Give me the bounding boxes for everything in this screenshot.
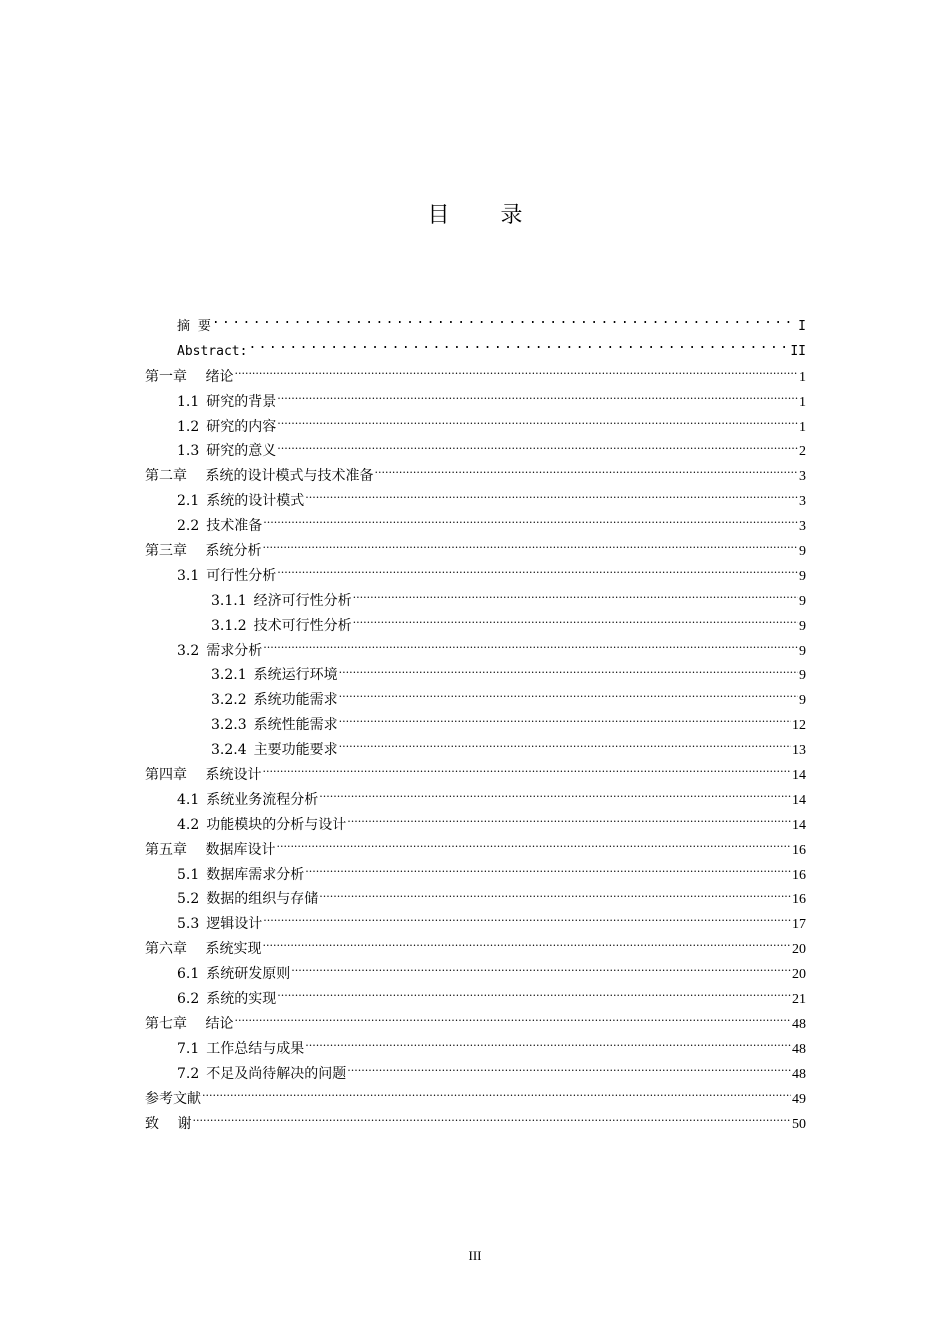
dot-leader bbox=[305, 865, 791, 879]
toc-entry-label: 3.2.2 系统功能需求 bbox=[211, 692, 338, 709]
toc-entry-label: 第五章 数据库设计 bbox=[145, 841, 276, 858]
dot-leader bbox=[262, 541, 798, 555]
toc-entry[interactable] bbox=[145, 937, 806, 962]
toc-entry-page: 3 bbox=[799, 494, 806, 510]
toc-entry-page: 20 bbox=[792, 967, 806, 983]
dot-leader bbox=[192, 1114, 791, 1128]
toc-entry-label: 4.1 系统业务流程分析 bbox=[177, 791, 319, 808]
toc-entry-page: I bbox=[798, 319, 806, 334]
dot-leader bbox=[276, 840, 791, 854]
toc-entry-label: 3.2.1 系统运行环境 bbox=[211, 667, 338, 684]
toc-entry-label: 第七章 结论 bbox=[145, 1015, 234, 1032]
dot-leader bbox=[319, 790, 791, 804]
toc-entry-label: 3.2 需求分析 bbox=[177, 642, 263, 659]
toc-entry-page: 48 bbox=[792, 1016, 806, 1032]
toc-entry[interactable] bbox=[145, 514, 806, 539]
toc-entry-page: 12 bbox=[792, 718, 806, 734]
toc-entry-page: 9 bbox=[799, 568, 806, 584]
toc-entry[interactable] bbox=[145, 713, 806, 738]
toc-entry-label: 7.1 工作总结与成果 bbox=[177, 1040, 305, 1057]
toc-entry[interactable] bbox=[145, 1112, 806, 1137]
toc-entry-page: 9 bbox=[799, 693, 806, 709]
toc-entry-label: 第三章 系统分析 bbox=[145, 543, 262, 560]
toc-entry-label: 6.1 系统研发原则 bbox=[177, 966, 291, 983]
toc-entry[interactable] bbox=[145, 763, 806, 788]
dot-leader bbox=[353, 591, 798, 605]
toc-entry-page: 20 bbox=[792, 942, 806, 958]
dot-leader bbox=[277, 392, 798, 406]
toc-entry-label: 2.1 系统的设计模式 bbox=[177, 493, 305, 510]
toc-entry-page: 14 bbox=[792, 817, 806, 833]
toc-entry-page: 21 bbox=[792, 992, 806, 1008]
toc-entry[interactable] bbox=[145, 589, 806, 614]
toc-entry-label: 3.2.3 系统性能需求 bbox=[211, 717, 338, 734]
dot-leader bbox=[291, 964, 791, 978]
toc-entry[interactable] bbox=[145, 912, 806, 937]
toc-entry-label: 1.3 研究的意义 bbox=[177, 443, 277, 460]
toc-entry-label: 摘 要 bbox=[177, 319, 211, 334]
toc-entry[interactable] bbox=[145, 315, 806, 340]
toc-entry-page: 2 bbox=[799, 444, 806, 460]
toc-entry[interactable] bbox=[145, 838, 806, 863]
dot-leader bbox=[277, 989, 791, 1003]
toc-entry-page: 9 bbox=[799, 544, 806, 560]
toc-entry-label: 5.1 数据库需求分析 bbox=[177, 866, 305, 883]
toc-entry-label: 3.1.2 技术可行性分析 bbox=[211, 617, 352, 634]
toc-entry-page: 1 bbox=[799, 419, 806, 435]
toc-entry[interactable] bbox=[145, 1012, 806, 1037]
dot-leader bbox=[347, 1064, 791, 1078]
dot-leader bbox=[347, 815, 791, 829]
toc-entry-label: Abstract: bbox=[177, 343, 248, 359]
toc-entry[interactable] bbox=[145, 489, 806, 514]
toc-entry[interactable] bbox=[145, 564, 806, 589]
toc-entry[interactable] bbox=[145, 1087, 806, 1112]
dot-leader bbox=[339, 690, 798, 704]
toc-entry-page: 14 bbox=[792, 768, 806, 784]
toc-entry-page: 9 bbox=[799, 643, 806, 659]
toc-entry-label: 第一章 绪论 bbox=[145, 368, 234, 385]
toc-entry-label: 3.2.4 主要功能要求 bbox=[211, 742, 338, 759]
toc-entry-page: 50 bbox=[792, 1116, 806, 1132]
dot-leader bbox=[339, 665, 798, 679]
toc-entry[interactable] bbox=[145, 415, 806, 440]
toc-entry[interactable] bbox=[145, 887, 806, 912]
toc-entry-page: 13 bbox=[792, 743, 806, 759]
dot-leader bbox=[277, 566, 798, 580]
dot-leader bbox=[263, 914, 791, 928]
toc-entry[interactable] bbox=[145, 539, 806, 564]
toc-entry[interactable] bbox=[145, 340, 806, 365]
toc-entry-page: 3 bbox=[799, 519, 806, 535]
toc-entry-page: 48 bbox=[792, 1041, 806, 1057]
toc-entry-label: 致 谢 bbox=[145, 1115, 192, 1132]
toc-entry-page: 14 bbox=[792, 792, 806, 808]
dot-leader bbox=[248, 341, 789, 355]
toc-entry[interactable] bbox=[145, 390, 806, 415]
dot-leader bbox=[262, 939, 791, 953]
toc-entry[interactable] bbox=[145, 439, 806, 464]
toc-entry-page: 3 bbox=[799, 469, 806, 485]
dot-leader bbox=[305, 1039, 791, 1053]
toc-entry-page: 16 bbox=[792, 842, 806, 858]
dot-leader bbox=[262, 765, 791, 779]
toc-entry[interactable] bbox=[145, 663, 806, 688]
toc-entry-label: 5.3 逻辑设计 bbox=[177, 916, 263, 933]
page-number: III bbox=[468, 1248, 482, 1263]
toc-entry-page: 1 bbox=[799, 394, 806, 410]
toc-entry[interactable] bbox=[145, 962, 806, 987]
dot-leader bbox=[277, 441, 798, 455]
toc-entry-label: 3.1.1 经济可行性分析 bbox=[211, 592, 352, 609]
toc-entry-page: 1 bbox=[799, 369, 806, 385]
table-of-contents bbox=[145, 315, 806, 1136]
toc-entry[interactable] bbox=[145, 688, 806, 713]
toc-entry-label: 第二章 系统的设计模式与技术准备 bbox=[145, 468, 374, 485]
dot-leader bbox=[263, 641, 798, 655]
toc-entry-label: 1.2 研究的内容 bbox=[177, 418, 277, 435]
toc-entry[interactable] bbox=[145, 464, 806, 489]
toc-entry-label: 第四章 系统设计 bbox=[145, 767, 262, 784]
toc-entry-page: 17 bbox=[792, 917, 806, 933]
dot-leader bbox=[374, 466, 798, 480]
dot-leader bbox=[339, 740, 791, 754]
toc-entry[interactable] bbox=[145, 614, 806, 639]
dot-leader bbox=[234, 367, 798, 381]
dot-leader bbox=[263, 516, 798, 530]
toc-entry[interactable] bbox=[145, 813, 806, 838]
dot-leader bbox=[202, 1089, 791, 1103]
toc-entry[interactable] bbox=[145, 788, 806, 813]
toc-entry-label: 7.2 不足及尚待解决的问题 bbox=[177, 1065, 347, 1082]
toc-entry-label: 2.2 技术准备 bbox=[177, 518, 263, 535]
toc-entry-page: 48 bbox=[792, 1066, 806, 1082]
toc-entry-label: 3.1 可行性分析 bbox=[177, 567, 277, 584]
toc-entry[interactable] bbox=[145, 365, 806, 390]
toc-entry-page: II bbox=[790, 343, 806, 359]
toc-entry-label: 5.2 数据的组织与存储 bbox=[177, 891, 319, 908]
toc-entry[interactable] bbox=[145, 1037, 806, 1062]
toc-entry[interactable] bbox=[145, 863, 806, 888]
dot-leader bbox=[305, 491, 798, 505]
toc-entry[interactable] bbox=[145, 639, 806, 664]
dot-leader bbox=[277, 417, 798, 431]
toc-entry-label: 1.1 研究的背景 bbox=[177, 393, 277, 410]
dot-leader bbox=[353, 616, 798, 630]
toc-entry-page: 16 bbox=[792, 867, 806, 883]
dot-leader bbox=[234, 1014, 791, 1028]
page-title: 目 录 bbox=[427, 203, 545, 228]
toc-entry[interactable] bbox=[145, 1062, 806, 1087]
toc-entry-label: 第六章 系统实现 bbox=[145, 941, 262, 958]
toc-entry-page: 9 bbox=[799, 668, 806, 684]
toc-entry-label: 4.2 功能模块的分析与设计 bbox=[177, 816, 347, 833]
toc-entry-label: 参考文献 bbox=[145, 1090, 201, 1107]
toc-entry[interactable] bbox=[145, 987, 806, 1012]
dot-leader bbox=[212, 316, 797, 330]
dot-leader bbox=[319, 889, 791, 903]
toc-entry-page: 16 bbox=[792, 892, 806, 908]
toc-entry-page: 49 bbox=[792, 1091, 806, 1107]
toc-entry-label: 6.2 系统的实现 bbox=[177, 991, 277, 1008]
dot-leader bbox=[339, 715, 791, 729]
toc-entry[interactable] bbox=[145, 738, 806, 763]
toc-entry-page: 9 bbox=[799, 618, 806, 634]
toc-entry-page: 9 bbox=[799, 593, 806, 609]
